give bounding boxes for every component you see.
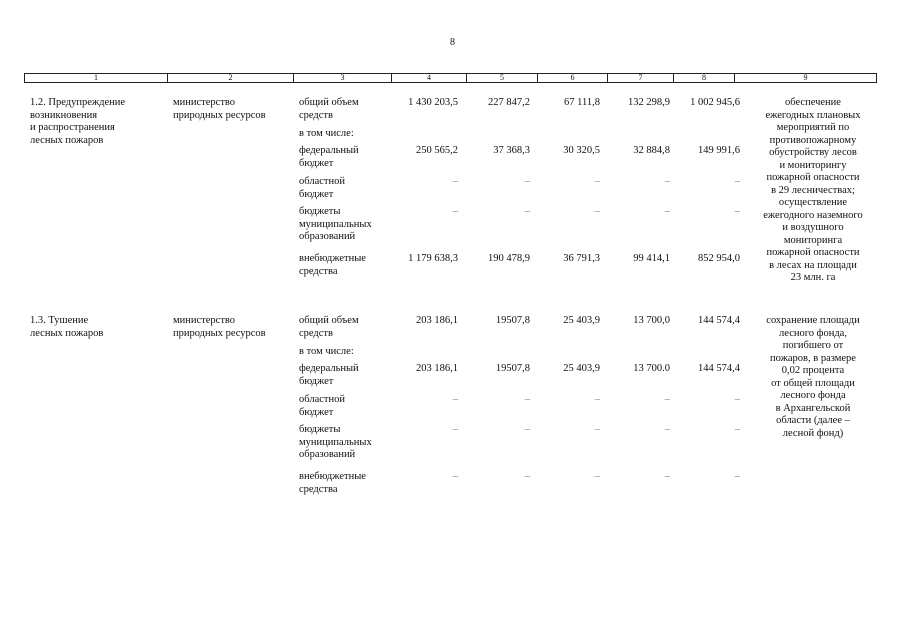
- mun-value: –: [664, 424, 670, 435]
- fed-value: 144 574,4: [698, 363, 740, 374]
- mun-value: –: [734, 424, 740, 435]
- total-value: 19507,8: [495, 315, 530, 326]
- result-line: пожарной опасности: [766, 172, 860, 183]
- total-value: 1 430 203,5: [408, 97, 458, 108]
- ext-label-line: средства: [299, 483, 338, 495]
- total-label-line: средств: [299, 109, 333, 121]
- table-header-row: [24, 73, 877, 83]
- ext-value: 852 954,0: [698, 253, 740, 264]
- ext-label-line: внебюджетные: [299, 471, 366, 482]
- total-label-line: общий объем: [299, 315, 359, 326]
- reg-value: –: [594, 176, 600, 187]
- result-line: ежегодного наземного: [763, 209, 863, 221]
- result-line: и мониторингу: [779, 159, 847, 171]
- row-title-line: и распространения: [30, 122, 115, 133]
- ext-value: 190 478,9: [488, 253, 530, 264]
- mun-label-line: бюджеты: [299, 206, 341, 217]
- total-value: 132 298,9: [628, 97, 670, 108]
- reg-label-line: областной: [299, 394, 345, 405]
- result-line: обустройству лесов: [769, 147, 857, 158]
- header-col-7: 7: [608, 74, 674, 82]
- result-line: от общей площади: [771, 377, 855, 389]
- row-title-line: 1.3. Тушение: [30, 315, 89, 326]
- result-line: лесной фонд): [782, 427, 844, 439]
- header-col-8: 8: [674, 74, 735, 82]
- result-line: и воздушного: [782, 222, 844, 233]
- ext-value: –: [452, 471, 458, 482]
- incl-label: в том числе:: [299, 128, 354, 139]
- fed-value: 13 700.0: [633, 363, 670, 374]
- reg-value: –: [734, 176, 740, 187]
- ext-value: 99 414,1: [633, 253, 670, 264]
- mun-label-line: муниципальных: [299, 218, 372, 230]
- mun-value: –: [524, 206, 530, 217]
- reg-value: –: [664, 394, 670, 405]
- ext-label-line: средства: [299, 265, 338, 277]
- fed-label-line: федеральный: [299, 145, 359, 156]
- result-line: лесного фонда,: [779, 327, 847, 339]
- reg-value: –: [594, 394, 600, 405]
- ministry-line: природных ресурсов: [173, 109, 266, 121]
- row-title-line: 1.2. Предупреждение: [30, 97, 126, 108]
- fed-value: 250 565,2: [416, 145, 458, 156]
- result-line: погибшего от: [782, 340, 844, 351]
- header-col-1: 1: [25, 74, 168, 82]
- ext-value: –: [524, 471, 530, 482]
- mun-label-line: бюджеты: [299, 424, 341, 435]
- reg-value: –: [734, 394, 740, 405]
- fed-label-line: бюджет: [299, 375, 334, 387]
- ext-value: –: [664, 471, 670, 482]
- header-col-5: 5: [467, 74, 538, 82]
- mun-label-line: образований: [299, 449, 356, 460]
- ext-value: 1 179 638,3: [408, 253, 458, 264]
- result-line: лесного фонда: [780, 390, 846, 401]
- fed-value: 37 368,3: [493, 145, 530, 156]
- ext-value: –: [734, 471, 740, 482]
- result-line: пожаров, в размере: [770, 352, 856, 364]
- total-label-line: средств: [299, 327, 333, 339]
- result-line: пожарной опасности: [766, 247, 860, 258]
- fed-value: 32 884,8: [633, 145, 670, 156]
- header-col-9: 9: [803, 73, 808, 82]
- page-number: 8: [450, 37, 455, 48]
- mun-value: –: [452, 424, 458, 435]
- ministry-line: министерство: [173, 315, 236, 326]
- result-line: ежегодных плановых: [765, 109, 861, 121]
- fed-value: 203 186,1: [416, 363, 458, 374]
- fed-label-line: бюджет: [299, 157, 334, 169]
- total-value: 13 700,0: [633, 315, 670, 326]
- fed-value: 149 991,6: [698, 145, 740, 156]
- reg-value: –: [524, 176, 530, 187]
- total-value: 1 002 945,6: [690, 97, 740, 108]
- mun-value: –: [524, 424, 530, 435]
- result-line: обеспечение: [785, 97, 841, 108]
- incl-label: в том числе:: [299, 346, 354, 357]
- mun-label-line: образований: [299, 231, 356, 242]
- result-line: 23 млн. га: [790, 272, 836, 283]
- fed-label-line: федеральный: [299, 363, 359, 374]
- row-title-line: лесных пожаров: [30, 134, 104, 146]
- total-value: 227 847,2: [488, 97, 530, 108]
- header-col-3: 3: [294, 74, 392, 82]
- mun-value: –: [734, 206, 740, 217]
- total-label-line: общий объем: [299, 97, 359, 108]
- reg-value: –: [452, 176, 458, 187]
- result-line: мероприятий по: [776, 122, 850, 133]
- mun-label-line: муниципальных: [299, 436, 372, 448]
- fed-value: 30 320,5: [563, 145, 600, 156]
- total-value: 144 574,4: [698, 315, 740, 326]
- result-line: мониторинга: [783, 234, 843, 246]
- reg-label-line: бюджет: [299, 188, 334, 200]
- ext-value: –: [594, 471, 600, 482]
- ext-label-line: внебюджетные: [299, 253, 366, 264]
- row-title-line: возникновения: [30, 109, 98, 121]
- result-line: в лесах на площади: [769, 259, 857, 271]
- mun-value: –: [664, 206, 670, 217]
- result-line: осуществление: [778, 197, 848, 208]
- ext-value: 36 791,3: [563, 253, 600, 264]
- mun-value: –: [594, 206, 600, 217]
- result-line: противопожарному: [769, 134, 857, 146]
- reg-label-line: бюджет: [299, 406, 334, 418]
- ministry-line: министерство: [173, 97, 236, 108]
- row-title-line: лесных пожаров: [30, 327, 104, 339]
- header-col-2: 2: [168, 74, 294, 82]
- header-col-6: 6: [538, 74, 608, 82]
- header-col-4: 4: [392, 74, 467, 82]
- reg-value: –: [452, 394, 458, 405]
- reg-value: –: [664, 176, 670, 187]
- reg-label-line: областной: [299, 176, 345, 187]
- result-line: области (далее –: [776, 415, 850, 426]
- total-value: 25 403,9: [563, 315, 600, 326]
- fed-value: 25 403,9: [563, 363, 600, 374]
- result-line: 0,02 процента: [781, 365, 845, 376]
- mun-value: –: [452, 206, 458, 217]
- total-value: 67 111,8: [564, 97, 600, 108]
- ministry-line: природных ресурсов: [173, 327, 266, 339]
- result-line: сохранение площади: [766, 315, 860, 326]
- result-line: в Архангельской: [775, 402, 851, 414]
- result-line: в 29 лесничествах;: [771, 184, 855, 196]
- reg-value: –: [524, 394, 530, 405]
- mun-value: –: [594, 424, 600, 435]
- fed-value: 19507,8: [495, 363, 530, 374]
- total-value: 203 186,1: [416, 315, 458, 326]
